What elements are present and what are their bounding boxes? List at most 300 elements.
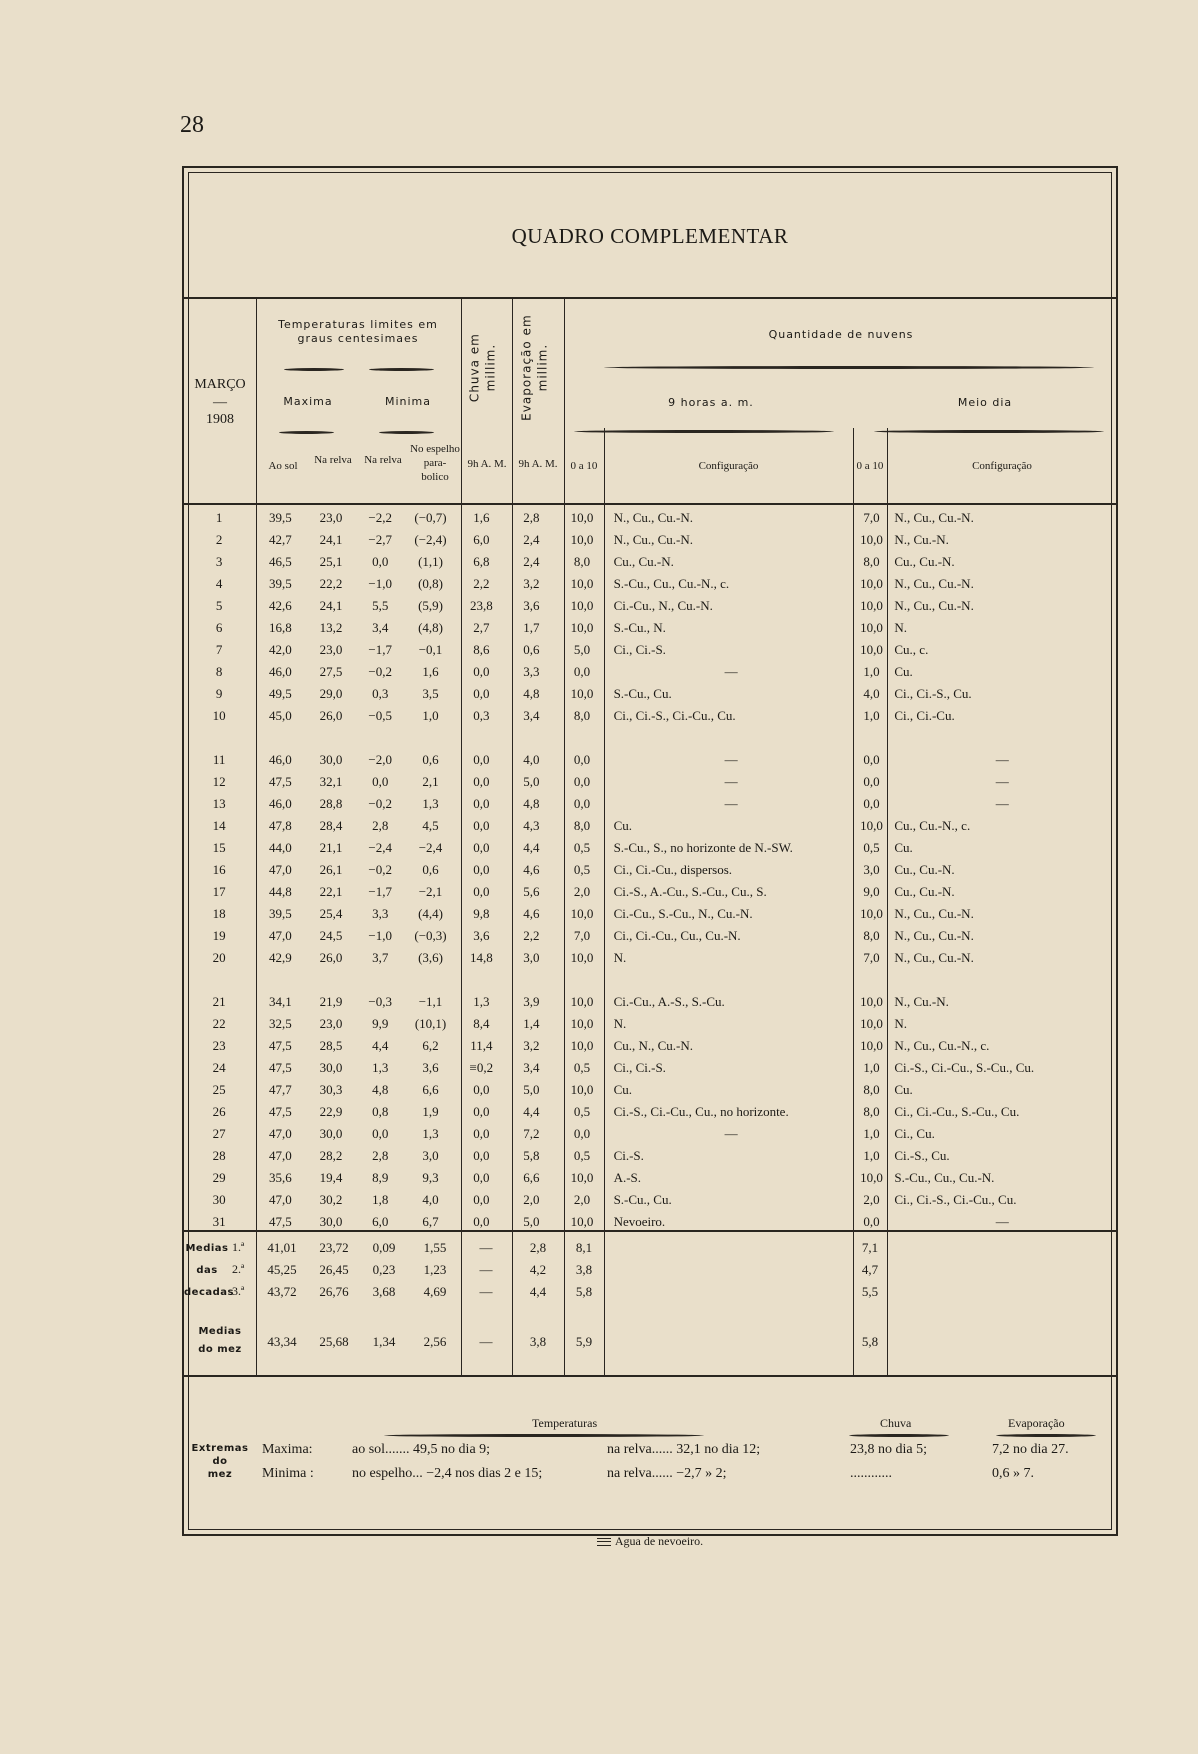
- table-cell: N., Cu., Cu.-N.: [894, 906, 974, 921]
- table-cell: 44,0: [268, 840, 292, 855]
- table-cell: Ci.-Cu., S.-Cu., N., Cu.-N.: [613, 906, 753, 921]
- decade-value: 4,2: [529, 1262, 547, 1277]
- header-top-rule: [184, 297, 1116, 299]
- table-cell: 3,4: [523, 1060, 540, 1075]
- table-cell: 0,0: [473, 1148, 490, 1163]
- na-relva-min-header: Na relva: [364, 454, 402, 466]
- temp-group-header: Temperaturas limites em graus centesimaes: [278, 318, 438, 345]
- table-row: [184, 573, 1116, 595]
- minima-espelho: no espelho... −2,4 nos dias 2 e 15;: [352, 1466, 543, 1481]
- table-cell: 4,6: [523, 862, 540, 877]
- table-cell: 0,5: [863, 840, 880, 855]
- table-cell: 0,0: [473, 752, 490, 767]
- table-cell: —: [995, 774, 1009, 789]
- table-cell: 25,1: [319, 554, 343, 569]
- table-cell: 3,2: [523, 576, 540, 591]
- table-cell: 0,5: [573, 1104, 591, 1119]
- table-cell: (−2,4): [414, 532, 447, 547]
- nove-horas-header: 9 horas a. m.: [668, 396, 754, 409]
- table-cell: 9,0: [863, 884, 880, 899]
- decade-value: 4,4: [529, 1284, 547, 1299]
- table-cell: (5,9): [418, 598, 443, 613]
- decade-value: 0,23: [372, 1262, 396, 1277]
- medias-mez-label: [184, 1323, 256, 1359]
- table-cell: 5,0: [523, 774, 540, 789]
- brace: [574, 430, 834, 433]
- table-cell: 10,0: [860, 620, 883, 635]
- table-cell: 21,1: [319, 840, 343, 855]
- table-cell: 10,0: [860, 642, 883, 657]
- table-cell: —: [724, 1126, 738, 1141]
- minima-label: Minima :: [262, 1466, 314, 1481]
- brace: [874, 430, 1104, 433]
- na-relva-header: Na relva: [314, 454, 352, 466]
- table-cell: 3,6: [422, 1060, 439, 1075]
- table-cell: 21,9: [319, 994, 343, 1009]
- month-mean-value: 43,34: [267, 1334, 297, 1349]
- table-cell: 1,9: [422, 1104, 439, 1119]
- table-cell: 16,8: [268, 620, 292, 635]
- table-cell: 17: [212, 884, 226, 899]
- table-cell: 2,4: [523, 554, 540, 569]
- table-cell: 0,0: [573, 1126, 591, 1141]
- table-cell: 0,6: [523, 642, 540, 657]
- table-cell: 0,0: [372, 1126, 389, 1141]
- table-cell: −2,7: [368, 532, 392, 547]
- table-row: [184, 881, 1116, 903]
- table-cell: Ci., Ci.-S., Cu.: [894, 686, 972, 701]
- table-cell: Ci., Ci.-Cu.: [894, 708, 955, 723]
- table-cell: N.: [894, 1016, 908, 1031]
- table-cell: 10,0: [570, 1016, 594, 1031]
- decade-value: 3,68: [372, 1284, 396, 1299]
- decade-ordinal: 3.ª: [232, 1284, 245, 1298]
- decade-value: 26,76: [319, 1284, 349, 1299]
- table-cell: 29: [212, 1170, 226, 1185]
- table-cell: —: [724, 774, 738, 789]
- table-cell: 0,0: [863, 774, 880, 789]
- table-cell: N.: [894, 620, 908, 635]
- table-cell: N., Cu.-N.: [894, 994, 949, 1009]
- table-cell: 24: [212, 1060, 226, 1075]
- table-cell: 3,7: [372, 950, 389, 965]
- decade-value: 1,55: [423, 1240, 447, 1255]
- das-label: das: [196, 1265, 218, 1276]
- table-cell: 47,8: [268, 818, 292, 833]
- table-row: [184, 771, 1116, 793]
- table-cell: Ci.-Cu., A.-S., S.-Cu.: [613, 994, 725, 1009]
- table-cell: 26,0: [319, 950, 343, 965]
- table-cell: 5,8: [523, 1148, 540, 1163]
- table-cell: 46,5: [268, 554, 292, 569]
- table-cell: 10,0: [860, 1170, 883, 1185]
- decade-gap: [184, 727, 1116, 749]
- table-cell: N., Cu.-N.: [894, 532, 949, 547]
- table-cell: 7: [215, 642, 223, 657]
- table-cell: (4,4): [418, 906, 443, 921]
- decade-value: 4,7: [861, 1262, 879, 1277]
- table-row: [184, 925, 1116, 947]
- brace: [996, 1434, 1096, 1437]
- table-cell: 4,0: [523, 752, 540, 767]
- table-cell: 10,0: [570, 906, 594, 921]
- table-cell: 42,7: [268, 532, 292, 547]
- table-cell: 47,5: [268, 1214, 292, 1229]
- table-cell: 42,9: [268, 950, 292, 965]
- table-cell: 10,0: [570, 510, 594, 525]
- chuva-header: Chuva em millim.: [467, 333, 497, 403]
- daily-table: [184, 507, 1116, 1233]
- table-cell: 2,0: [573, 884, 591, 899]
- table-cell: Cu., Cu.-N.: [894, 862, 955, 877]
- table-cell: 6: [215, 620, 223, 635]
- table-row: [184, 529, 1116, 551]
- medias-label: Medias: [198, 1326, 242, 1337]
- table-cell: 22,9: [319, 1104, 343, 1119]
- config-2-header: Configuração: [972, 460, 1032, 472]
- nuvens-group-header: Quantidade de nuvens: [768, 328, 914, 341]
- table-cell: Ci.-Cu., N., Cu.-N.: [613, 598, 713, 613]
- minima-evaporacao: 0,6 » 7.: [992, 1466, 1034, 1481]
- decade-value: 3,8: [575, 1262, 593, 1277]
- table-cell: 0,0: [473, 862, 490, 877]
- table-cell: ≡0,2: [469, 1060, 494, 1075]
- minima-relva: na relva...... −2,7 » 2;: [607, 1466, 727, 1481]
- table-cell: 13: [212, 796, 226, 811]
- table-cell: (−0,7): [414, 510, 447, 525]
- table-row: [184, 551, 1116, 573]
- table-cell: N.: [613, 950, 627, 965]
- table-cell: 1,6: [473, 510, 490, 525]
- table-cell: Nevoeiro.: [613, 1214, 666, 1229]
- extremas-label-3: mez: [207, 1469, 233, 1480]
- table-cell: 10: [212, 708, 226, 723]
- table-cell: (1,1): [418, 554, 443, 569]
- table-cell: 4,8: [523, 686, 540, 701]
- decade-value: 43,72: [267, 1284, 297, 1299]
- table-cell: 30,0: [319, 1214, 343, 1229]
- table-cell: 13,2: [319, 620, 343, 635]
- table-cell: 0,0: [573, 752, 591, 767]
- extremas-temperaturas-header: Temperaturas: [532, 1416, 598, 1430]
- table-cell: 22: [212, 1016, 226, 1031]
- table-cell: 30,0: [319, 1060, 343, 1075]
- table-cell: 1,6: [422, 664, 439, 679]
- header-bottom-rule: [184, 503, 1116, 505]
- month-mean-value: 25,68: [319, 1334, 349, 1349]
- table-cell: 19: [212, 928, 226, 943]
- table-cell: 10,0: [570, 686, 594, 701]
- table-cell: 1,0: [863, 1126, 880, 1141]
- table-cell: 8,9: [372, 1170, 389, 1185]
- brace: [284, 368, 344, 371]
- zero-a-dez-2-header: 0 a 10: [856, 460, 884, 472]
- table-cell: 7,0: [863, 510, 880, 525]
- extremas-label: [184, 1442, 256, 1481]
- maxima-chuva: 23,8 no dia 5;: [850, 1442, 927, 1457]
- table-cell: 35,6: [268, 1170, 292, 1185]
- table-cell: 8,0: [863, 554, 880, 569]
- table-cell: 3,6: [473, 928, 490, 943]
- table-cell: 47,5: [268, 1104, 292, 1119]
- table-cell: S.-Cu., Cu.: [613, 686, 672, 701]
- table-cell: 6,0: [372, 1214, 389, 1229]
- decade-value: 2,8: [529, 1240, 547, 1255]
- table-cell: 0,5: [573, 1060, 591, 1075]
- table-row: [184, 1167, 1116, 1189]
- table-cell: 4,3: [523, 818, 540, 833]
- table-cell: 0,5: [573, 840, 591, 855]
- table-cell: 8,6: [473, 642, 490, 657]
- month-header: [184, 376, 256, 429]
- table-cell: Ci.-S.: [613, 1148, 644, 1163]
- table-cell: 3,2: [523, 1038, 540, 1053]
- table-cell: Ci., Cu.: [894, 1126, 935, 1141]
- table-cell: 39,5: [268, 510, 292, 525]
- month-mean-value: 5,8: [861, 1334, 879, 1349]
- brace: [604, 366, 1094, 369]
- gap-cell: [184, 727, 1116, 749]
- table-row: [184, 617, 1116, 639]
- table-cell: 5,5: [372, 598, 389, 613]
- brace: [279, 431, 334, 434]
- meio-dia-header: Meio dia: [957, 396, 1013, 409]
- table-cell: 0,0: [473, 1082, 490, 1097]
- table-cell: Ci.-S., A.-Cu., S.-Cu., Cu., S.: [613, 884, 767, 899]
- table-cell: 11,4: [470, 1038, 493, 1053]
- table-row: [184, 1013, 1116, 1035]
- table-cell: 30: [212, 1192, 226, 1207]
- table-cell: A.-S.: [613, 1170, 642, 1185]
- table-cell: —: [724, 664, 738, 679]
- table-row: [184, 947, 1116, 969]
- table-cell: 0,0: [473, 686, 490, 701]
- decadas-label: decadas: [184, 1287, 234, 1298]
- table-cell: 0,0: [573, 774, 591, 789]
- medias-label: Medias: [185, 1243, 229, 1254]
- decade-value: 41,01: [267, 1240, 297, 1255]
- table-cell: N., Cu., Cu.-N., c.: [894, 1038, 990, 1053]
- zero-a-dez-1-header: 0 a 10: [570, 460, 598, 472]
- table-row: [184, 661, 1116, 683]
- gap-cell: [184, 969, 1116, 991]
- table-cell: 9,3: [422, 1170, 439, 1185]
- table-cell: S.-Cu., Cu., Cu.-N.: [894, 1170, 995, 1185]
- table-cell: 8,0: [863, 1082, 880, 1097]
- table-cell: Cu.: [894, 840, 913, 855]
- table-cell: Cu., N., Cu.-N.: [613, 1038, 694, 1053]
- table-cell: −0,5: [368, 708, 392, 723]
- table-cell: 0,6: [422, 752, 439, 767]
- table-cell: Cu., Cu.-N.: [894, 554, 955, 569]
- table-cell: −1,0: [368, 928, 392, 943]
- table-cell: 10,0: [570, 598, 594, 613]
- table-row: [184, 903, 1116, 925]
- table-cell: (10,1): [414, 1016, 447, 1031]
- table-cell: 10,0: [570, 994, 594, 1009]
- decade-value: 5,5: [861, 1284, 879, 1299]
- table-cell: 10,0: [860, 818, 883, 833]
- table-cell: 10,0: [860, 598, 883, 613]
- table-row: [184, 991, 1116, 1013]
- table-cell: 5,6: [523, 884, 540, 899]
- table-cell: 47,0: [268, 1192, 292, 1207]
- table-cell: 10,0: [860, 576, 883, 591]
- table-cell: 10,0: [570, 532, 594, 547]
- brace: [369, 368, 434, 371]
- table-cell: 15: [212, 840, 226, 855]
- table-cell: 1,0: [863, 1148, 880, 1163]
- table-cell: N., Cu., Cu.-N.: [894, 598, 974, 613]
- table-cell: 1,4: [523, 1016, 540, 1031]
- table-cell: 47,0: [268, 862, 292, 877]
- table-cell: 7,0: [573, 928, 591, 943]
- table-cell: −0,2: [368, 796, 392, 811]
- table-cell: 6,2: [422, 1038, 439, 1053]
- decade-value: 0,09: [372, 1240, 396, 1255]
- table-cell: 0,0: [473, 840, 490, 855]
- table-cell: −2,2: [368, 510, 392, 525]
- legend-text: Agua de nevoeiro.: [614, 1534, 704, 1548]
- table-row: [184, 793, 1116, 815]
- table-cell: 0,0: [473, 1104, 490, 1119]
- table-cell: 14,8: [469, 950, 493, 965]
- table-cell: 0,0: [372, 554, 389, 569]
- table-cell: —: [724, 752, 738, 767]
- table-cell: 18: [212, 906, 226, 921]
- brace: [379, 431, 434, 434]
- table-cell: Ci., Ci.-S.: [613, 1060, 666, 1075]
- table-row: [184, 639, 1116, 661]
- table-cell: 4,4: [523, 1104, 540, 1119]
- month-mean-value: 5,9: [575, 1334, 593, 1349]
- table-row: [184, 1189, 1116, 1211]
- table-cell: 4: [215, 576, 223, 591]
- table-cell: 0,0: [473, 664, 490, 679]
- table-cell: —: [995, 752, 1009, 767]
- decade-value: 4,69: [423, 1284, 447, 1299]
- table-cell: 7,0: [863, 950, 880, 965]
- table-cell: 2: [215, 532, 223, 547]
- table-cell: Ci., Ci.-Cu., S.-Cu., Cu.: [894, 1104, 1020, 1119]
- table-cell: −2,4: [368, 840, 392, 855]
- table-cell: 14: [212, 818, 226, 833]
- table-cell: 1,7: [523, 620, 540, 635]
- maxima-sol: ao sol....... 49,5 no dia 9;: [352, 1442, 491, 1457]
- table-cell: 5,0: [523, 1214, 540, 1229]
- table-cell: 4,0: [863, 686, 880, 701]
- table-cell: 10,0: [860, 532, 883, 547]
- year-label: 1908: [206, 412, 234, 427]
- ao-sol-header: Ao sol: [268, 460, 298, 472]
- table-cell: 0,0: [473, 1170, 490, 1185]
- table-cell: N.: [613, 1016, 627, 1031]
- table-cell: 10,0: [860, 906, 883, 921]
- table-cell: S.-Cu., Cu., Cu.-N., c.: [613, 576, 730, 591]
- table-cell: S.-Cu., N.: [613, 620, 666, 635]
- table-cell: −1,0: [368, 576, 392, 591]
- table-cell: 23,0: [319, 510, 343, 525]
- table-cell: 3,0: [422, 1148, 439, 1163]
- table-row: [184, 1123, 1116, 1145]
- table-cell: −2,1: [418, 884, 443, 899]
- table-cell: 0,8: [372, 1104, 389, 1119]
- table-cell: 22,1: [319, 884, 343, 899]
- maxima-relva: na relva...... 32,1 no dia 12;: [607, 1442, 761, 1457]
- table-cell: 9: [215, 686, 223, 701]
- table-row: [184, 1211, 1116, 1233]
- table-cell: 28,4: [319, 818, 343, 833]
- table-cell: 24,1: [319, 598, 343, 613]
- table-cell: 8,0: [863, 1104, 880, 1119]
- table-cell: Ci.-S., Ci.-Cu., Cu., no horizonte.: [613, 1104, 789, 1119]
- table-cell: 0,0: [473, 818, 490, 833]
- table-cell: 0,3: [372, 686, 389, 701]
- table-cell: 4,6: [523, 906, 540, 921]
- page-number: 28: [180, 112, 204, 138]
- table-cell: N., Cu., Cu.-N.: [894, 576, 974, 591]
- table-cell: Ci., Ci.-S.: [613, 642, 666, 657]
- month-dash: —: [213, 394, 227, 410]
- table-cell: 10,0: [860, 1038, 883, 1053]
- evap-hour-header: 9h A. M.: [518, 458, 558, 470]
- maxima-header: Maxima: [283, 395, 333, 408]
- table-cell: 8,0: [573, 708, 591, 723]
- month-mean-value: —: [479, 1334, 493, 1349]
- table-cell: 8,4: [473, 1016, 490, 1031]
- table-cell: 4,4: [523, 840, 540, 855]
- decade-value: 1,23: [423, 1262, 447, 1277]
- table-cell: (−0,3): [414, 928, 447, 943]
- table-row: [184, 1101, 1116, 1123]
- decade-value: —: [479, 1240, 493, 1255]
- table-cell: 4,4: [372, 1038, 389, 1053]
- maxima-evaporacao: 7,2 no dia 27.: [992, 1442, 1069, 1457]
- brace: [849, 1434, 949, 1437]
- table-cell: 0,3: [473, 708, 490, 723]
- table-row: [184, 815, 1116, 837]
- month-mean-value: 3,8: [529, 1334, 547, 1349]
- table-cell: Cu.: [613, 1082, 632, 1097]
- decade-value: 26,45: [319, 1262, 349, 1277]
- table-cell: −0,2: [368, 862, 392, 877]
- table-cell: 2,0: [523, 1192, 540, 1207]
- table-cell: 0,0: [863, 796, 880, 811]
- table-cell: Ci., Ci.-S., Ci.-Cu., Cu.: [613, 708, 736, 723]
- month-label: MARÇO: [194, 377, 246, 392]
- maxima-label: Maxima:: [262, 1442, 313, 1457]
- table-cell: 27,5: [319, 664, 343, 679]
- table-cell: 39,5: [268, 906, 292, 921]
- medias-decadas-label: [184, 1238, 234, 1304]
- table-cell: 28,2: [319, 1148, 343, 1163]
- table-cell: 6,6: [422, 1082, 439, 1097]
- table-cell: 2,0: [573, 1192, 591, 1207]
- table-cell: 5: [215, 598, 223, 613]
- table-cell: 23,8: [469, 598, 493, 613]
- table-cell: 28,8: [319, 796, 343, 811]
- table-cell: 25: [212, 1082, 226, 1097]
- extremas-label-1: Extremas: [191, 1443, 249, 1454]
- table-cell: 2,1: [422, 774, 439, 789]
- table-row: [184, 1145, 1116, 1167]
- table-cell: 10,0: [570, 1170, 594, 1185]
- minima-header: Minima: [384, 395, 432, 408]
- table-cell: 34,1: [268, 994, 292, 1009]
- table-cell: 10,0: [860, 1016, 883, 1031]
- table-row: [184, 1035, 1116, 1057]
- table-cell: S.-Cu., Cu.: [613, 1192, 672, 1207]
